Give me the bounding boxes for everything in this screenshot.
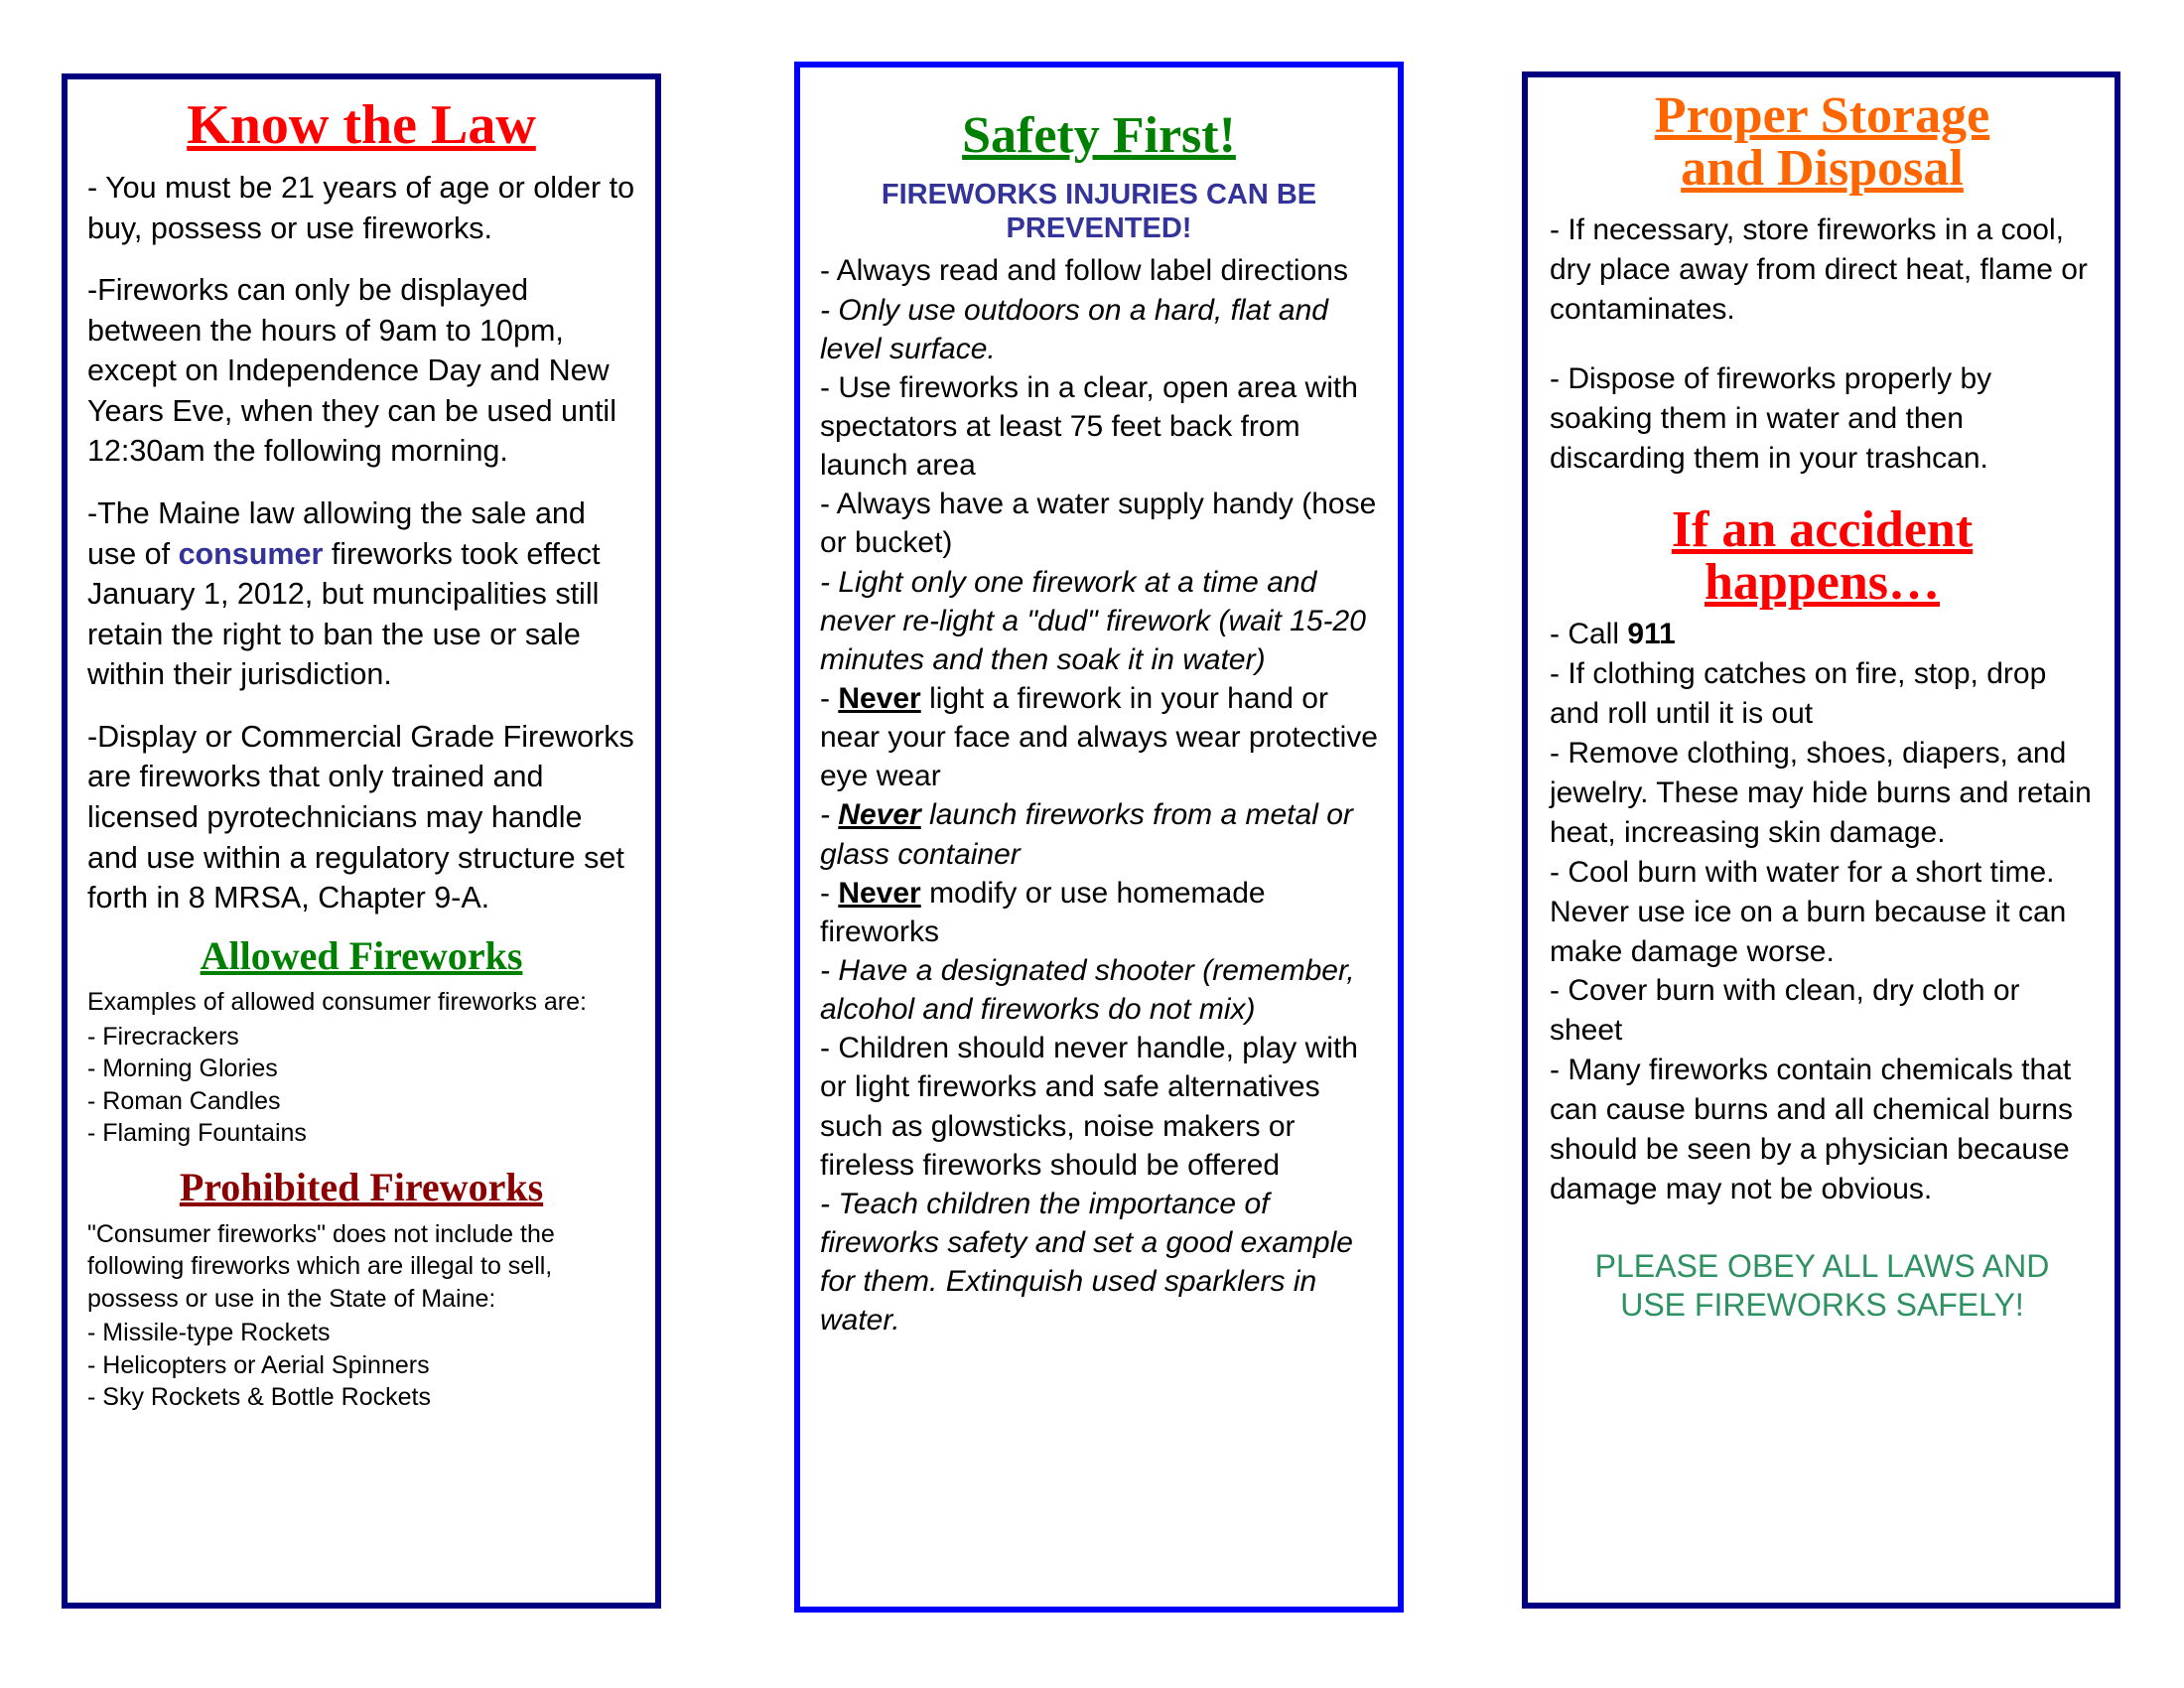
list-item-prefix: -	[820, 798, 839, 832]
heading-prohibited-fireworks: Prohibited Fireworks	[179, 1164, 544, 1209]
list-item	[820, 679, 1378, 795]
list-item: - Always read and follow label directions	[820, 254, 1348, 288]
maine-law-emphasis-consumer: consumer	[178, 536, 324, 571]
know-the-law-body	[87, 168, 635, 918]
heading-allowed-fireworks: Allowed Fireworks	[200, 932, 523, 978]
heading-accident-line-2: happens…	[1705, 554, 1940, 612]
list-item-prefix: -	[820, 682, 839, 716]
allowed-intro: Examples of allowed consumer fireworks are:	[87, 988, 587, 1017]
list-item: - Missile-type Rockets	[87, 1319, 331, 1347]
list-item-emphasis-never: Never	[838, 682, 921, 716]
list-item-prefix: -	[820, 876, 839, 910]
heading-safety-first: Safety First!	[962, 107, 1236, 164]
maine-law-text-before: -The Maine law allowing the sale and use of	[87, 496, 586, 571]
list-item-text: modify or use homemade fireworks	[820, 876, 1266, 948]
emergency-number: 911	[1627, 618, 1676, 651]
panel-storage-and-accident	[1522, 71, 2120, 1609]
closing-message: PLEASE OBEY ALL LAWS AND USE FIREWORKS SAFELY!	[1594, 1247, 2050, 1323]
call-prefix: - Call	[1550, 618, 1628, 651]
prohibited-intro: "Consumer fireworks" does not include the following fireworks which are illegal to sell, possess or use in the State of Maine:	[87, 1219, 555, 1313]
list-item	[820, 874, 1378, 951]
subheading-injuries-preventable: FIREWORKS INJURIES CAN BE PREVENTED!	[881, 179, 1317, 245]
paragraph-commercial-grade: -Display or Commercial Grade Fireworks are fireworks that only trained and licensed pyrotechnicians may handle and use within a regulatory structure set forth in 8 MRSA, Chapter 9-A.	[87, 719, 634, 915]
heading-storage-line-1: Proper Storage	[1654, 87, 1990, 144]
list-item: - Children should never handle, play with or light fireworks and safe alternatives such as glowsticks, noise makers or fireless fireworks should be offered	[820, 1032, 1358, 1182]
list-item: - Remove clothing, shoes, diapers, and jewelry. These may hide burns and retain heat, increasing skin damage.	[1550, 737, 2092, 849]
storage-body	[1550, 211, 2095, 478]
panel-know-the-law	[62, 73, 661, 1609]
list-item: - If clothing catches on fire, stop, drop and roll until it is out	[1550, 657, 2047, 731]
list-item: - Many fireworks contain chemicals that can cause burns and all chemical burns should be seen by a physician because damage may not be obvious.	[1550, 1054, 2073, 1205]
heading-proper-storage-and-disposal	[1550, 87, 2095, 198]
prohibited-fireworks-list	[87, 1317, 635, 1414]
allowed-fireworks-list	[87, 1021, 635, 1150]
heading-if-an-accident-happens	[1550, 501, 2095, 612]
paragraph-display-hours: -Fireworks can only be displayed between the hours of 9am to 10pm, except on Independence Day and New Years Eve, when they can be used until 12:30am the following morning.	[87, 273, 616, 469]
list-item-text: launch fireworks from a metal or glass container	[820, 798, 1353, 871]
paragraph-store-fireworks: - If necessary, store fireworks in a cool, dry place away from direct heat, flame or contaminates.	[1550, 213, 2088, 326]
list-item-emphasis-never: Never	[838, 798, 921, 832]
list-item: - Teach children the importance of fireworks safety and set a good example for them. Extinquish used sparklers in water.	[820, 1187, 1353, 1337]
list-item: - Cover burn with clean, dry cloth or sheet	[1550, 974, 2020, 1048]
list-item: - Firecrackers	[87, 1022, 239, 1051]
list-item: - Morning Glories	[87, 1055, 278, 1083]
heading-know-the-law: Know the Law	[187, 94, 536, 156]
list-item-text: light a firework in your hand or near your face and always wear protective eye wear	[820, 682, 1378, 793]
paragraph-maine-law	[87, 493, 635, 695]
safety-tips-list	[820, 251, 1378, 1339]
list-item: - Roman Candles	[87, 1086, 281, 1115]
allowed-fireworks-body	[87, 986, 635, 1150]
list-item: - Use fireworks in a clear, open area with spectators at least 75 feet back from launch area	[820, 370, 1358, 483]
list-item: - Have a designated shooter (remember, alcohol and fireworks do not mix)	[820, 954, 1355, 1027]
heading-storage-line-2: and Disposal	[1681, 140, 1964, 198]
list-item: - Cool burn with water for a short time. Never use ice on a burn because it can make damage worse.	[1550, 855, 2067, 968]
accident-steps-list	[1550, 615, 2095, 1208]
list-item: - Always have a water supply handy (hose or bucket)	[820, 488, 1377, 560]
heading-accident-line-1: If an accident	[1671, 501, 1974, 559]
list-item	[820, 795, 1378, 873]
paragraph-age-requirement: - You must be 21 years of age or older to buy, possess or use fireworks.	[87, 171, 635, 245]
list-item-emphasis-never: Never	[838, 876, 921, 910]
list-item: - Helicopters or Aerial Spinners	[87, 1350, 430, 1379]
paragraph-dispose-fireworks: - Dispose of fireworks properly by soaking them in water and then discarding them in your trashcan.	[1550, 361, 1992, 475]
prohibited-fireworks-body	[87, 1218, 635, 1414]
panel-safety-first	[794, 62, 1404, 1613]
maine-law-text-after: fireworks took effect January 1, 2012, but muncipalities still retain the right to ban the use or sale within their jurisdiction.	[87, 536, 601, 692]
list-item-call-911	[1550, 615, 2095, 654]
list-item: - Only use outdoors on a hard, flat and level surface.	[820, 293, 1328, 365]
list-item: - Light only one firework at a time and never re-light a "dud" firework (wait 15-20 minutes and then soak it in water)	[820, 565, 1366, 676]
list-item: - Flaming Fountains	[87, 1119, 307, 1148]
list-item: - Sky Rockets & Bottle Rockets	[87, 1383, 431, 1412]
